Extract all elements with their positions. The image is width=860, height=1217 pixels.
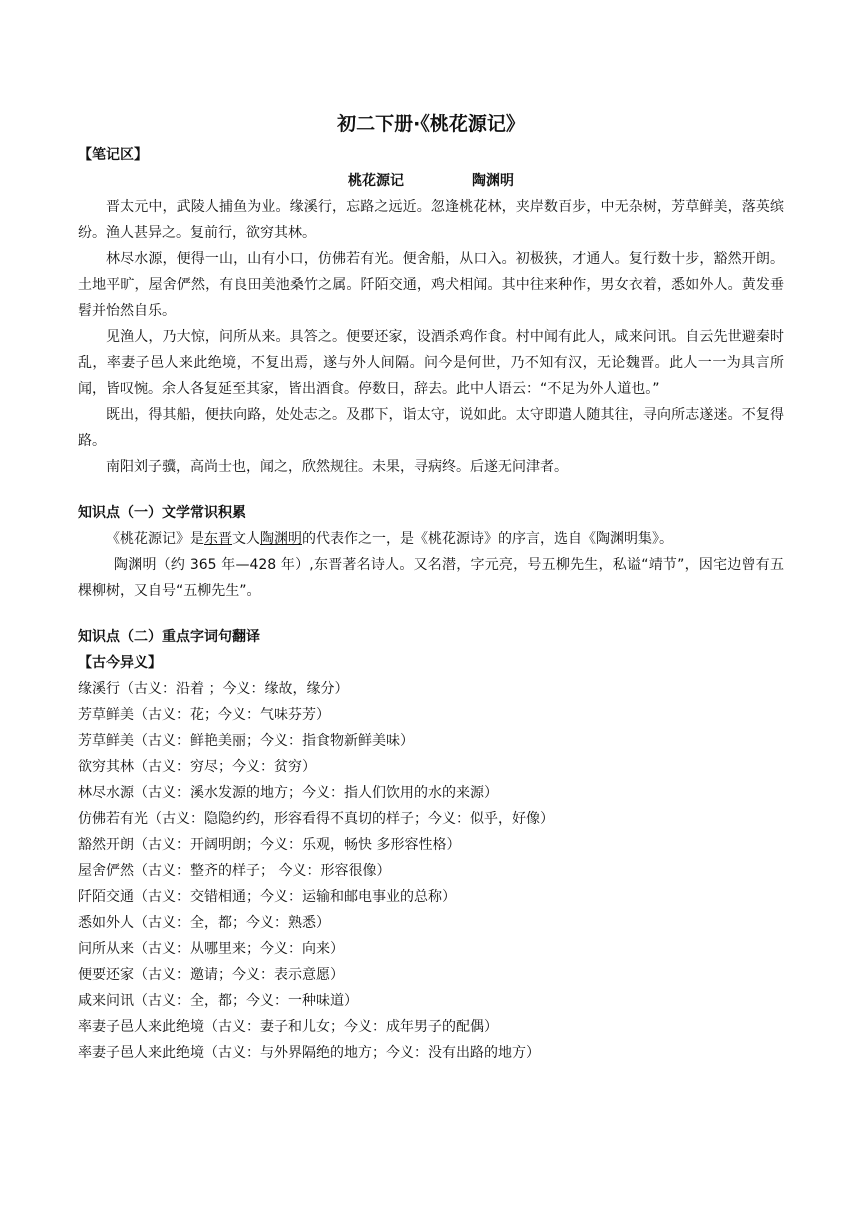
section-spacer xyxy=(78,480,784,500)
text-paragraph: 见渔人，乃大惊，问所从来。具答之。便要还家，设酒杀鸡作食。村中闻有此人，咸来问讯。自云先世避秦时乱，率妻子邑人来此绝境，不复出焉，遂与外人间隔。问今是何世，乃不知有汉，无论魏晋。此人一一为具言所闻，皆叹惋。余人各复延至其家，皆出酒食。停数日，辞去。此中人语云：“不足为外人道也。” xyxy=(78,329,784,397)
list-item: 缘溪行（古义：沿着 ；今义：缘故，缘分） xyxy=(78,681,349,697)
kp2-subheading: 【古今异义】 xyxy=(78,655,162,671)
knowledge-point-1 xyxy=(78,500,784,604)
list-item: 便要还家（古义：邀请；今义：表示意愿） xyxy=(78,967,344,983)
section-spacer xyxy=(78,604,784,624)
list-item: 欲穷其林（古义：穷尽；今义：贫穷） xyxy=(78,759,316,775)
kp1-dynasty-underlined: 东晋 xyxy=(204,531,232,547)
kp1-text-segment: 的代表作之一，是《桃花源诗》的序言，选自《陶渊明集》。 xyxy=(302,531,673,547)
list-item: 屋舍俨然（古义：整齐的样子； 今义：形容很像） xyxy=(78,863,391,879)
kp2-heading: 知识点（二）重点字词句翻译 xyxy=(78,629,260,645)
text-author: 陶渊明 xyxy=(472,173,514,189)
text-title: 桃花源记 xyxy=(348,173,404,189)
text-paragraph: 既出，得其船，便扶向路，处处志之。及郡下，诣太守，说如此。太守即遣人随其往，寻向所志遂迷。不复得路。 xyxy=(78,407,784,449)
kp1-heading: 知识点（一）文学常识积累 xyxy=(78,505,246,521)
kp1-text-segment: 《桃花源记》是 xyxy=(106,531,204,547)
text-byline xyxy=(78,168,784,194)
text-paragraph: 南阳刘子骥，高尚士也，闻之，欣然规往。未果，寻病终。后遂无问津者。 xyxy=(106,459,568,475)
kp1-text-segment: 文人 xyxy=(232,531,260,547)
list-item: 咸来问讯（古义：全，都；今义：一种味道） xyxy=(78,993,358,1009)
ancient-modern-meaning-list xyxy=(78,676,784,1066)
notes-section-label: 【笔记区】 xyxy=(78,147,148,163)
kp1-author-underlined: 陶渊明 xyxy=(260,531,302,547)
list-item: 率妻子邑人来此绝境（古义：妻子和儿女；今义：成年男子的配偶） xyxy=(78,1019,498,1035)
text-paragraph: 林尽水源，便得一山，山有小口，仿佛若有光。便舍船，从口入。初极狭，才通人。复行数十步，豁然开朗。土地平旷，屋舍俨然，有良田美池桑竹之属。阡陌交通，鸡犬相闻。其中往来种作，男女衣着，悉如外人。黄发垂髫并怡然自乐。 xyxy=(78,251,784,319)
list-item: 问所从来（古义：从哪里来；今义：向来） xyxy=(78,941,344,957)
list-item: 芳草鲜美（古义：花；今义：气味芬芳） xyxy=(78,707,330,723)
document-page xyxy=(78,110,784,1066)
list-item: 仿佛若有光（古义：隐隐约约，形容看得不真切的样子；今义：似乎，好像） xyxy=(78,811,554,827)
list-item: 豁然开朗（古义：开阔明朗；今义：乐观，畅快 多形容性格） xyxy=(78,837,461,853)
kp1-line-2: 陶渊明（约 365 年—428 年）,东晋著名诗人。又名潜，字元亮，号五柳先生，私谥“靖节”，因宅边曾有五棵柳树，又自号“五柳先生”。 xyxy=(78,557,784,599)
list-item: 芳草鲜美（古义：鲜艳美丽；今义：指食物新鲜美味） xyxy=(78,733,414,749)
list-item: 率妻子邑人来此绝境（古义：与外界隔绝的地方；今义：没有出路的地方） xyxy=(78,1045,540,1061)
text-paragraph: 晋太元中，武陵人捕鱼为业。缘溪行，忘路之远近。忽逢桃花林，夹岸数百步，中无杂树，芳草鲜美，落英缤纷。渔人甚异之。复前行，欲穷其林。 xyxy=(78,199,784,241)
list-item: 阡陌交通（古义：交错相通；今义：运输和邮电事业的总称） xyxy=(78,889,456,905)
list-item: 林尽水源（古义：溪水发源的地方；今义：指人们饮用的水的来源） xyxy=(78,785,498,801)
knowledge-point-2 xyxy=(78,624,784,1066)
classical-text xyxy=(78,194,784,480)
list-item: 悉如外人（古义：全，都；今义：熟悉） xyxy=(78,915,330,931)
kp1-line-1 xyxy=(78,526,784,552)
page-title: 初二下册·《桃花源记》 xyxy=(337,113,525,135)
